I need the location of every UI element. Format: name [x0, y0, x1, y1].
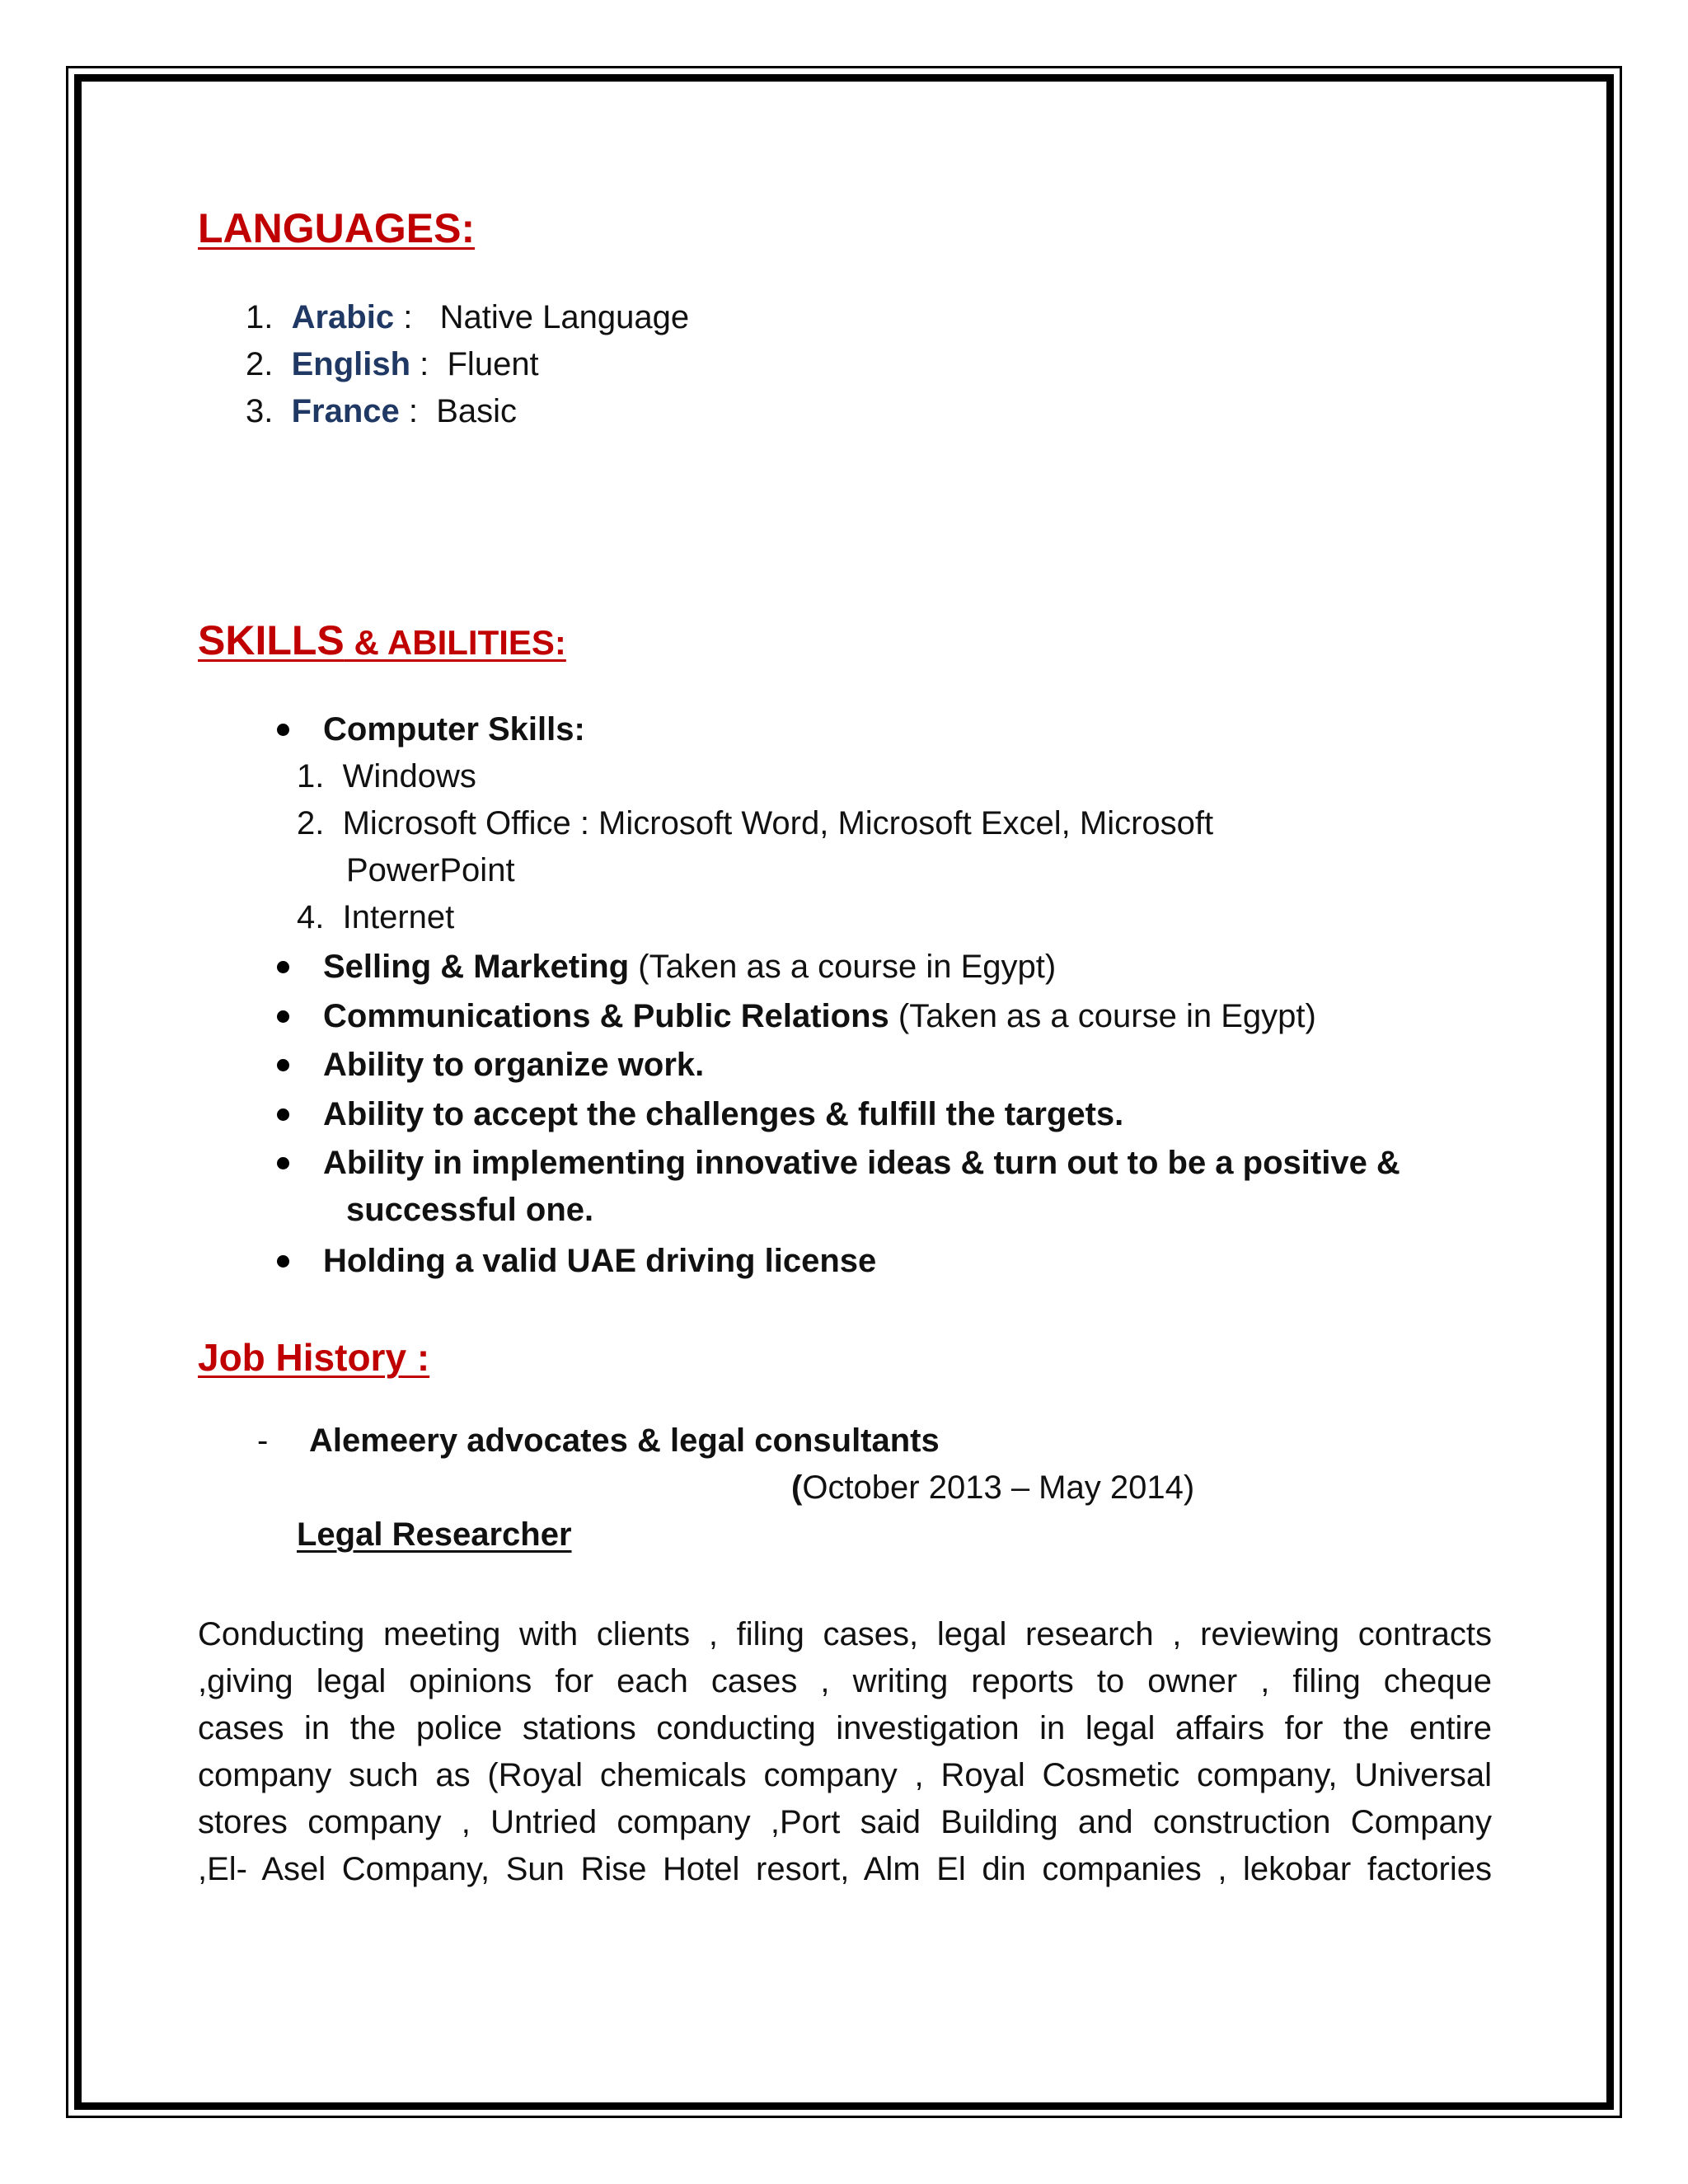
language-item: 2. English : Fluent [246, 346, 539, 382]
language-level: Native Language [439, 299, 690, 335]
bullet-icon [277, 1059, 289, 1071]
description-line: ,El- Asel Company, Sun Rise Hotel resort, Alm El din companies , lekobar factories [198, 1851, 1492, 1887]
description-line: cases in the police stations conducting investigation in legal affairs for the entire [198, 1710, 1492, 1746]
bullet-icon [277, 1108, 289, 1121]
computer-skill-item: 2. Microsoft Office : Microsoft Word, Microsoft Excel, Microsoft [297, 805, 1214, 841]
bullet-icon [277, 1157, 289, 1169]
computer-skill-item: 4. Internet [297, 899, 455, 935]
bullet-icon [277, 1010, 289, 1023]
language-name: France [291, 393, 400, 429]
bullet-icon [277, 724, 289, 736]
language-name: English [291, 346, 411, 382]
languages-heading: LANGUAGES: [198, 205, 476, 251]
computer-skill-item: 1. Windows [297, 758, 476, 794]
skills-heading: SKILLS & ABILITIES: [198, 617, 566, 663]
language-item: 1. Arabic : Native Language [246, 299, 690, 335]
computer-skill-item-continued: PowerPoint [346, 852, 515, 888]
skill-item-computer: Computer Skills: [277, 706, 585, 753]
description-line: company such as (Royal chemicals company , Royal Cosmetic company, Universal [198, 1757, 1492, 1793]
language-item: 3. France : Basic [246, 393, 518, 429]
bullet-icon [277, 1255, 289, 1268]
skill-item-innovative-continued: successful one. [346, 1192, 594, 1228]
language-level: Basic [436, 393, 518, 429]
skill-item-innovative: Ability in implementing innovative ideas & turn out to be a positive & [277, 1140, 1400, 1187]
job-history-heading: Job History : [198, 1336, 430, 1379]
job-company: Alemeery advocates & legal consultants [309, 1422, 940, 1459]
language-level: Fluent [447, 346, 539, 382]
job-title: Legal Researcher [297, 1516, 572, 1553]
job-period: (October 2013 – May 2014) [791, 1469, 1195, 1506]
bullet-icon [277, 961, 289, 973]
skill-item-selling: Selling & Marketing (Taken as a course in Egypt) [277, 944, 1056, 991]
description-line: ,giving legal opinions for each cases , writing reports to owner , filing cheque [198, 1663, 1492, 1699]
description-line: Conducting meeting with clients , filing cases, legal research , reviewing contracts [198, 1616, 1492, 1652]
description-line: stores company , Untried company ,Port said Building and construction Company [198, 1804, 1492, 1840]
language-name: Arabic [291, 299, 395, 335]
skill-item-challenges: Ability to accept the challenges & fulfill the targets. [277, 1091, 1123, 1138]
skill-item-organize: Ability to organize work. [277, 1042, 704, 1089]
job-dash: - [257, 1422, 269, 1459]
skill-item-communications: Communications & Public Relations (Taken as a course in Egypt) [277, 993, 1316, 1040]
skill-item-license: Holding a valid UAE driving license [277, 1238, 876, 1285]
job-description [198, 1611, 1492, 1893]
